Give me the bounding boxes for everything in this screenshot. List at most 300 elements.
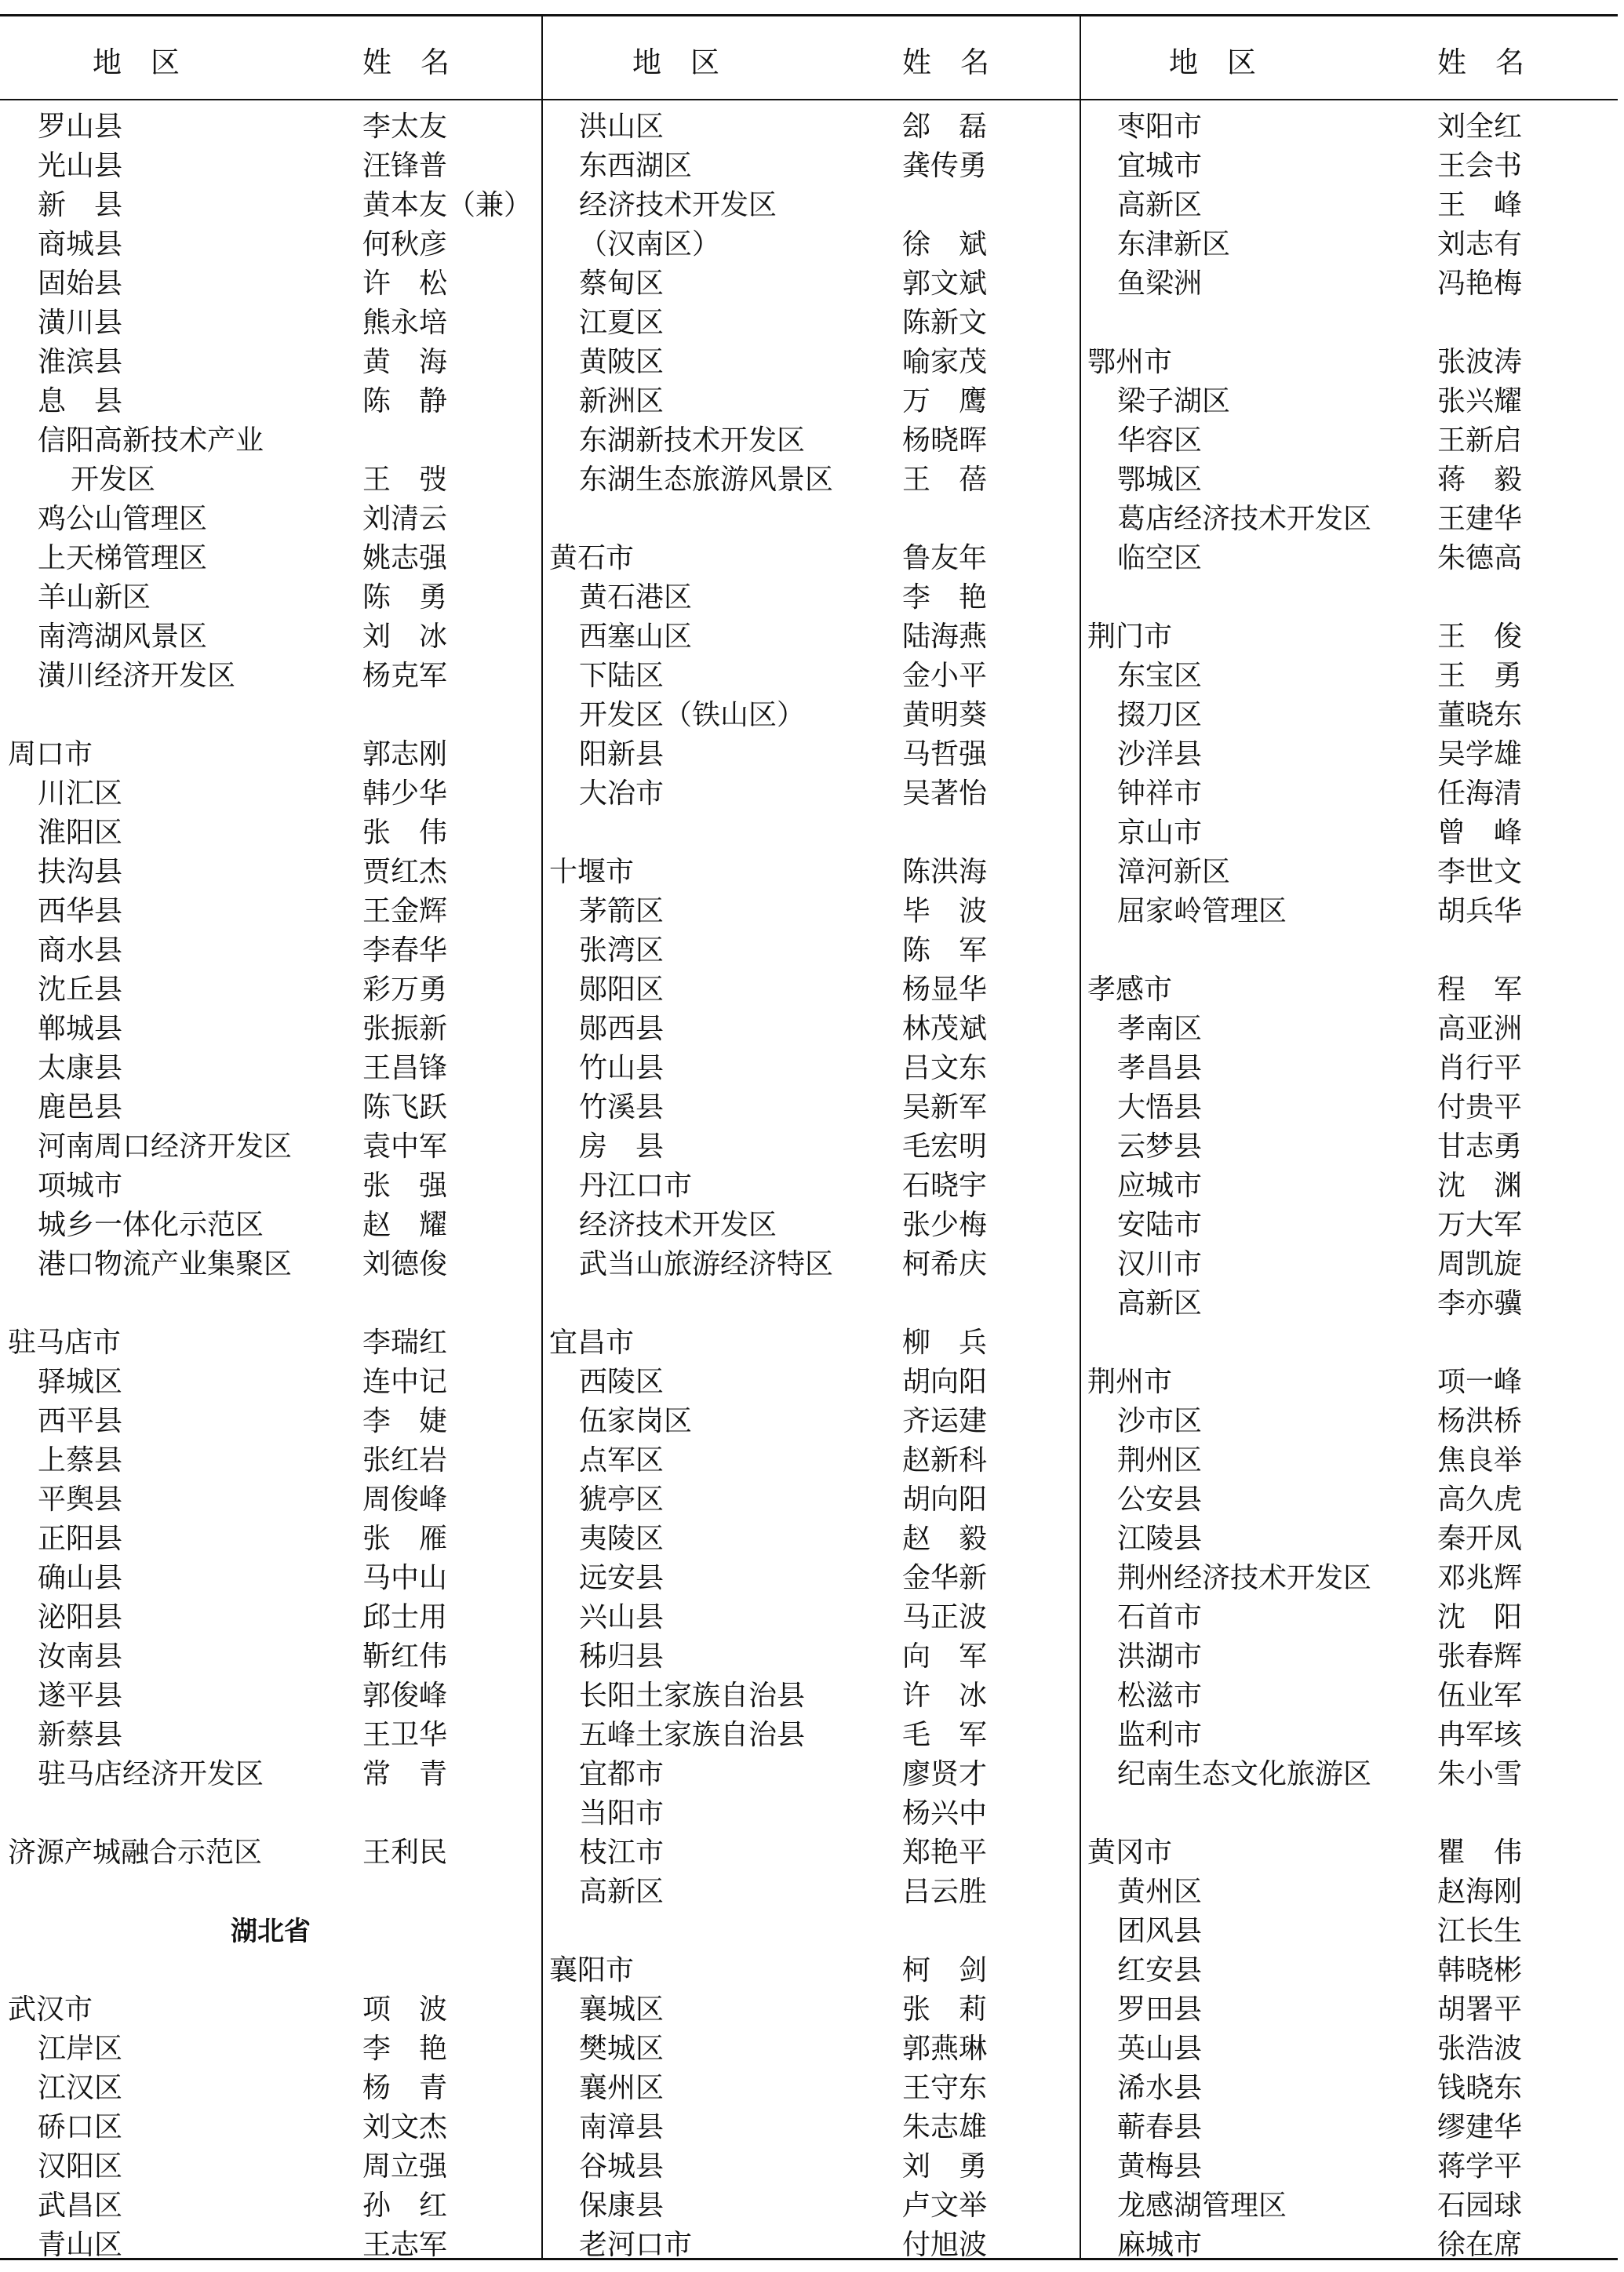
table-row <box>541 1520 1059 1559</box>
table-row <box>541 1088 1059 1127</box>
name-cell: 郭燕琳 <box>902 2033 988 2065</box>
region-cell: 宜城市 <box>1117 150 1203 182</box>
header-region: 地 区 <box>93 46 180 79</box>
region-cell: 新 县 <box>38 189 123 221</box>
header-name: 姓 名 <box>1437 46 1524 79</box>
table-row <box>541 421 1059 461</box>
table-row <box>1080 186 1597 225</box>
region-cell: （汉南区） <box>579 228 721 260</box>
name-cell: 冉军垓 <box>1437 1719 1523 1751</box>
region-cell: 西平县 <box>38 1405 123 1437</box>
table-row <box>541 343 1059 382</box>
region-cell: 潢川县 <box>38 307 123 339</box>
spacer-row <box>1080 1794 1597 1833</box>
name-cell: 柯 剑 <box>902 1954 988 1986</box>
table-row <box>0 1324 518 1363</box>
table-row <box>1080 1402 1597 1441</box>
table-row <box>0 225 518 264</box>
spacer-row <box>1080 578 1597 617</box>
table-row <box>1080 1206 1597 1245</box>
region-cell: 荆州区 <box>1117 1444 1203 1476</box>
table-row <box>1080 1990 1597 2030</box>
region-cell: 黄陂区 <box>579 346 665 378</box>
region-cell: 汝南县 <box>38 1640 123 1673</box>
name-cell: 柯希庆 <box>902 1248 988 1280</box>
region-cell: 周口市 <box>8 738 93 770</box>
table-row <box>541 617 1059 657</box>
region-cell: 南湾湖风景区 <box>38 621 208 653</box>
name-cell: 万大军 <box>1437 1209 1523 1241</box>
region-cell: 监利市 <box>1117 1719 1203 1751</box>
region-cell: 蕲春县 <box>1117 2111 1203 2143</box>
spacer-row <box>541 1912 1059 1951</box>
name-cell: 王昌锋 <box>362 1052 448 1084</box>
region-cell: 汉川市 <box>1117 1248 1203 1280</box>
spacer-row <box>0 696 518 735</box>
region-cell: 固始县 <box>38 268 123 300</box>
column-2 <box>541 107 1059 2265</box>
header-region: 地 区 <box>632 46 719 79</box>
region-cell: 平舆县 <box>38 1484 123 1516</box>
region-cell: 枣阳市 <box>1117 111 1203 143</box>
region-cell: 伍家岗区 <box>579 1405 693 1437</box>
table-row <box>1080 2108 1597 2147</box>
name-cell: 向 军 <box>902 1640 988 1673</box>
name-cell: 李 艳 <box>902 581 988 614</box>
table-row <box>541 304 1059 343</box>
name-cell: 石晓宇 <box>902 1170 988 1202</box>
region-cell: 罗田县 <box>1117 1993 1203 2026</box>
table-row <box>541 1677 1059 1716</box>
region-cell: 西塞山区 <box>579 621 693 653</box>
table-row <box>541 264 1059 304</box>
region-cell: 当阳市 <box>579 1797 665 1830</box>
table-row <box>0 1755 518 1794</box>
name-cell: 王 弢 <box>362 464 448 496</box>
table-row <box>1080 1677 1597 1716</box>
name-cell: 李瑞红 <box>362 1327 448 1359</box>
table-row <box>1080 1127 1597 1167</box>
region-cell: 江陵县 <box>1117 1523 1203 1555</box>
region-cell: 黄冈市 <box>1087 1837 1173 1869</box>
name-cell: 缪建华 <box>1437 2111 1523 2143</box>
table-row <box>0 1245 518 1284</box>
table-row <box>541 147 1059 186</box>
table-row <box>1080 1441 1597 1480</box>
region-cell: 麻城市 <box>1117 2229 1203 2261</box>
name-cell: 张 伟 <box>362 817 448 849</box>
table-row <box>541 1324 1059 1363</box>
spacer-row <box>1080 1324 1597 1363</box>
table-row <box>0 1598 518 1637</box>
table-row <box>541 578 1059 617</box>
name-cell: 胡署平 <box>1437 1993 1523 2026</box>
table-row <box>1080 225 1597 264</box>
name-cell: 秦开凤 <box>1437 1523 1523 1555</box>
region-cell: 南漳县 <box>579 2111 665 2143</box>
region-cell: 硚口区 <box>38 2111 123 2143</box>
region-cell: 高新区 <box>1117 189 1203 221</box>
table-row <box>541 774 1059 814</box>
table-row <box>541 1245 1059 1284</box>
name-cell: 许 松 <box>362 268 448 300</box>
name-cell: 何秋彦 <box>362 228 448 260</box>
table-row <box>1080 2226 1597 2265</box>
name-cell: 杨 青 <box>362 2072 448 2104</box>
spacer-row <box>1080 304 1597 343</box>
region-cell: 襄州区 <box>579 2072 665 2104</box>
region-cell: 浠水县 <box>1117 2072 1203 2104</box>
region-cell: 黄石市 <box>549 542 635 574</box>
table-row <box>1080 461 1597 500</box>
table-row <box>541 1167 1059 1206</box>
name-cell: 姚志强 <box>362 542 448 574</box>
name-cell: 王会书 <box>1437 150 1523 182</box>
table-row <box>541 186 1059 225</box>
table-row <box>541 1206 1059 1245</box>
region-cell: 华容区 <box>1117 424 1203 457</box>
table-row <box>1080 500 1597 539</box>
region-cell: 东湖新技术开发区 <box>579 424 806 457</box>
table-row <box>541 1755 1059 1794</box>
name-cell: 金华新 <box>902 1562 988 1594</box>
region-cell: 信阳高新技术产业 <box>38 424 264 457</box>
region-cell: 龙感湖管理区 <box>1117 2190 1287 2222</box>
region-cell: 新洲区 <box>579 385 665 417</box>
name-cell: 郭文斌 <box>902 268 988 300</box>
region-cell: 港口物流产业集聚区 <box>38 1248 293 1280</box>
name-cell: 毛 军 <box>902 1719 988 1751</box>
table-row <box>0 1520 518 1559</box>
table-row <box>0 304 518 343</box>
region-cell: 葛店经济技术开发区 <box>1117 503 1372 535</box>
table-row <box>1080 735 1597 774</box>
region-cell: 漳河新区 <box>1117 856 1231 888</box>
name-cell: 石园球 <box>1437 2190 1523 2222</box>
name-cell: 李 婕 <box>362 1405 448 1437</box>
table-row <box>541 1559 1059 1598</box>
region-cell: 沈丘县 <box>38 974 123 1006</box>
spacer-row <box>541 500 1059 539</box>
name-cell: 王金辉 <box>362 895 448 927</box>
name-cell: 毕 波 <box>902 895 988 927</box>
region-cell: 商城县 <box>38 228 123 260</box>
name-cell: 邱士用 <box>362 1601 448 1633</box>
region-cell: 西华县 <box>38 895 123 927</box>
table-row <box>0 1833 518 1873</box>
region-cell: 东宝区 <box>1117 660 1203 692</box>
table-row <box>541 539 1059 578</box>
name-cell: 杨兴中 <box>902 1797 988 1830</box>
region-cell: 黄梅县 <box>1117 2150 1203 2183</box>
top-rule <box>0 14 1618 16</box>
table-row <box>541 1833 1059 1873</box>
name-cell: 王新启 <box>1437 424 1523 457</box>
table-row <box>541 892 1059 931</box>
region-cell: 正阳县 <box>38 1523 123 1555</box>
region-cell: 湖北省 <box>231 1916 311 1947</box>
name-cell: 胡向阳 <box>902 1484 988 1516</box>
header-name: 姓 名 <box>902 46 989 79</box>
name-cell: 张兴耀 <box>1437 385 1523 417</box>
name-cell: 郐 磊 <box>902 111 988 143</box>
table-row <box>0 500 518 539</box>
table-row <box>541 1598 1059 1637</box>
name-cell: 肖行平 <box>1437 1052 1523 1084</box>
region-cell: 老河口市 <box>579 2229 693 2261</box>
name-cell: 付贵平 <box>1437 1091 1523 1123</box>
table-row <box>1080 1637 1597 1677</box>
table-row <box>1080 1755 1597 1794</box>
name-cell: 王志军 <box>362 2229 448 2261</box>
table-row <box>0 382 518 421</box>
spacer-row <box>541 814 1059 853</box>
table-row <box>0 147 518 186</box>
name-cell: 王 峰 <box>1437 189 1523 221</box>
name-cell: 王利民 <box>362 1837 448 1869</box>
name-cell: 陈 军 <box>902 934 988 967</box>
name-cell: 刘 冰 <box>362 621 448 653</box>
region-cell: 蔡甸区 <box>579 268 665 300</box>
name-cell: 靳红伟 <box>362 1640 448 1673</box>
region-cell: 纪南生态文化旅游区 <box>1117 1758 1372 1790</box>
table-row <box>1080 1245 1597 1284</box>
name-cell: 吕云胜 <box>902 1876 988 1908</box>
table-row <box>541 1441 1059 1480</box>
name-cell: 胡向阳 <box>902 1366 988 1398</box>
region-cell: 济源产城融合示范区 <box>8 1837 263 1869</box>
name-cell: 马正波 <box>902 1601 988 1633</box>
table-row <box>1080 696 1597 735</box>
table-row <box>1080 853 1597 892</box>
name-cell: 赵新科 <box>902 1444 988 1476</box>
table-row <box>1080 1363 1597 1402</box>
header-name: 姓 名 <box>362 46 450 79</box>
name-cell: 陈飞跃 <box>362 1091 448 1123</box>
region-cell: 洪湖市 <box>1117 1640 1203 1673</box>
table-row <box>0 814 518 853</box>
name-cell: 韩少华 <box>362 777 448 810</box>
region-cell: 大冶市 <box>579 777 665 810</box>
name-cell: 黄明葵 <box>902 699 988 731</box>
region-cell: 遂平县 <box>38 1680 123 1712</box>
table-row <box>0 1990 518 2030</box>
name-cell: 杨洪桥 <box>1437 1405 1523 1437</box>
table-row <box>0 421 518 461</box>
table-row <box>1080 617 1597 657</box>
name-cell: 陆海燕 <box>902 621 988 653</box>
name-cell: 林茂斌 <box>902 1013 988 1045</box>
region-cell: 猇亭区 <box>579 1484 665 1516</box>
region-cell: 汉阳区 <box>38 2150 123 2183</box>
name-cell: 吴著怡 <box>902 777 988 810</box>
column-3 <box>1080 107 1597 2265</box>
name-cell: 王 蓓 <box>902 464 988 496</box>
table-row <box>1080 1284 1597 1324</box>
region-cell: 东西湖区 <box>579 150 693 182</box>
name-cell: 熊永培 <box>362 307 448 339</box>
region-cell: 上天梯管理区 <box>38 542 208 574</box>
name-cell: 赵 耀 <box>362 1209 448 1241</box>
table-row <box>541 1010 1059 1049</box>
table-row <box>0 657 518 696</box>
name-cell: 吴新军 <box>902 1091 988 1123</box>
region-cell: 十堰市 <box>549 856 635 888</box>
table-row <box>0 1441 518 1480</box>
region-cell: 孝南区 <box>1117 1013 1203 1045</box>
name-cell: 周立强 <box>362 2150 448 2183</box>
table-row <box>541 2147 1059 2186</box>
region-cell: 鱼梁洲 <box>1117 268 1203 300</box>
table-row <box>1080 2147 1597 2186</box>
table-row <box>0 2069 518 2108</box>
name-cell: 李春华 <box>362 934 448 967</box>
table-row <box>541 2108 1059 2147</box>
table-row <box>0 2030 518 2069</box>
name-cell: 刘文杰 <box>362 2111 448 2143</box>
region-cell: 石首市 <box>1117 1601 1203 1633</box>
table-row <box>1080 1873 1597 1912</box>
name-cell: 周凯旋 <box>1437 1248 1523 1280</box>
region-cell: 武昌区 <box>38 2190 123 2222</box>
table-row <box>1080 657 1597 696</box>
name-cell: 朱志雄 <box>902 2111 988 2143</box>
table-row <box>1080 343 1597 382</box>
table-row <box>1080 1951 1597 1990</box>
table-row <box>1080 814 1597 853</box>
name-cell: 徐 斌 <box>902 228 988 260</box>
name-cell: 张振新 <box>362 1013 448 1045</box>
table-row <box>541 107 1059 147</box>
name-cell: 张 强 <box>362 1170 448 1202</box>
region-cell: 驿城区 <box>38 1366 123 1398</box>
region-cell: 茅箭区 <box>579 895 665 927</box>
table-row <box>541 2226 1059 2265</box>
table-row <box>0 1088 518 1127</box>
region-cell: 驻马店经济开发区 <box>38 1758 264 1790</box>
table-row <box>541 1402 1059 1441</box>
table-row <box>0 461 518 500</box>
name-cell: 郭俊峰 <box>362 1680 448 1712</box>
table-row <box>1080 1912 1597 1951</box>
name-cell: 马中山 <box>362 1562 448 1594</box>
region-cell: 高新区 <box>1117 1287 1203 1320</box>
name-cell: 赵海刚 <box>1437 1876 1523 1908</box>
name-cell: 陈 静 <box>362 385 448 417</box>
table-row <box>1080 1167 1597 1206</box>
region-cell: 团风县 <box>1117 1915 1203 1947</box>
name-cell: 王 勇 <box>1437 660 1523 692</box>
table-row <box>1080 1559 1597 1598</box>
table-row <box>0 1559 518 1598</box>
region-cell: 开发区（铁山区） <box>579 699 806 731</box>
region-cell: 高新区 <box>579 1876 665 1908</box>
region-cell: 临空区 <box>1117 542 1203 574</box>
region-cell: 远安县 <box>579 1562 665 1594</box>
region-cell: 鄂城区 <box>1117 464 1203 496</box>
name-cell: 沈 阳 <box>1437 1601 1523 1633</box>
region-cell: 荆州经济技术开发区 <box>1117 1562 1372 1594</box>
name-cell: 沈 渊 <box>1437 1170 1523 1202</box>
region-cell: 扶沟县 <box>38 856 123 888</box>
name-cell: 喻家茂 <box>902 346 988 378</box>
table-row <box>1080 2186 1597 2226</box>
region-cell: 钟祥市 <box>1117 777 1203 810</box>
table-row <box>541 2069 1059 2108</box>
table-row <box>0 1010 518 1049</box>
region-cell: 宜昌市 <box>549 1327 635 1359</box>
name-cell: 付旭波 <box>902 2229 988 2261</box>
table-row <box>0 107 518 147</box>
header-region: 地 区 <box>1169 46 1256 79</box>
name-cell: 刘 勇 <box>902 2150 988 2183</box>
region-cell: 淮阳区 <box>38 817 123 849</box>
region-cell: 新蔡县 <box>38 1719 123 1751</box>
region-cell: 竹溪县 <box>579 1091 665 1123</box>
name-cell: 刘清云 <box>362 503 448 535</box>
name-cell: 万 鹰 <box>902 385 988 417</box>
table-row <box>0 578 518 617</box>
table-row <box>0 539 518 578</box>
region-cell: 公安县 <box>1117 1484 1203 1516</box>
region-cell: 东湖生态旅游风景区 <box>579 464 834 496</box>
region-cell: 枝江市 <box>579 1837 665 1869</box>
region-cell: 羊山新区 <box>38 581 151 614</box>
table-row <box>541 853 1059 892</box>
region-cell: 兴山县 <box>579 1601 665 1633</box>
name-cell: 程 军 <box>1437 974 1523 1006</box>
region-cell: 商水县 <box>38 934 123 967</box>
table-row <box>541 225 1059 264</box>
table-row <box>1080 1833 1597 1873</box>
region-cell: 红安县 <box>1117 1954 1203 1986</box>
region-cell: 江夏区 <box>579 307 665 339</box>
name-cell: 袁中军 <box>362 1131 448 1163</box>
region-cell: 黄州区 <box>1117 1876 1203 1908</box>
region-cell: 点军区 <box>579 1444 665 1476</box>
table-row <box>1080 107 1597 147</box>
region-cell: 上蔡县 <box>38 1444 123 1476</box>
table-row <box>0 892 518 931</box>
region-cell: 英山县 <box>1117 2033 1203 2065</box>
table-row <box>1080 264 1597 304</box>
region-cell: 大悟县 <box>1117 1091 1203 1123</box>
name-cell: 陈 勇 <box>362 581 448 614</box>
name-cell: 杨晓晖 <box>902 424 988 457</box>
region-cell: 确山县 <box>38 1562 123 1594</box>
region-cell: 掇刀区 <box>1117 699 1203 731</box>
table-row <box>1080 147 1597 186</box>
table-row <box>541 1363 1059 1402</box>
name-cell: 李亦骥 <box>1437 1287 1523 1320</box>
table-row <box>541 461 1059 500</box>
name-cell: 朱德高 <box>1437 542 1523 574</box>
table-row <box>1080 421 1597 461</box>
name-cell: 陈新文 <box>902 307 988 339</box>
region-cell: 长阳土家族自治县 <box>579 1680 806 1712</box>
name-cell: 瞿 伟 <box>1437 1837 1523 1869</box>
table-row <box>541 1480 1059 1520</box>
region-cell: 五峰土家族自治县 <box>579 1719 806 1751</box>
name-cell: 李太友 <box>362 111 448 143</box>
name-cell: 伍业军 <box>1437 1680 1523 1712</box>
spacer-row <box>541 1284 1059 1324</box>
table-row <box>541 2030 1059 2069</box>
region-cell: 郸城县 <box>38 1013 123 1045</box>
name-cell: 刘志有 <box>1437 228 1523 260</box>
table-row <box>0 186 533 225</box>
name-cell: 杨克军 <box>362 660 448 692</box>
